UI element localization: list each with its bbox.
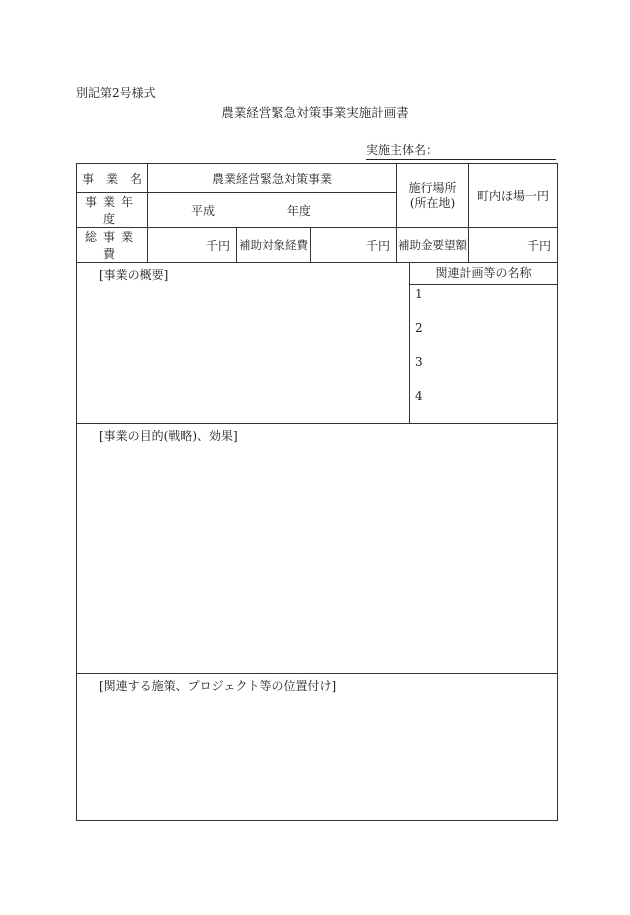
total-cost-value-cell [148, 228, 237, 263]
page-title: 農業経営緊急対策事業実施計画書 [221, 105, 409, 120]
overview-heading: [事業の概要] [99, 268, 169, 282]
year-era: 平成 [191, 203, 216, 218]
implementer-name-label: 実施主体名： [366, 143, 439, 157]
purpose-heading: [事業の目的(戦略)、効果] [99, 429, 238, 443]
location-value: 町内ほ場一円 [477, 189, 550, 203]
related-plan-item: 4 [415, 389, 423, 403]
location-label-line2: (所在地) [409, 195, 456, 210]
subsidy-request-unit: 千円 [527, 238, 552, 253]
location-label-line1: 施行場所 [408, 180, 457, 195]
purpose-section [77, 424, 558, 674]
total-cost-unit: 千円 [205, 238, 230, 253]
related-plan-item: 3 [415, 355, 423, 369]
year-value-cell [148, 193, 397, 228]
location-label-cell [397, 164, 469, 228]
year-label-cell [77, 193, 148, 228]
related-plan-item: 1 [415, 287, 423, 301]
subsidy-request-label-cell [397, 228, 469, 263]
subsidy-cost-label-cell [237, 228, 311, 263]
subsidy-request-value-cell [469, 228, 558, 263]
implementer-name-field [366, 141, 556, 160]
subsidy-request-label: 補助金要望額 [398, 238, 468, 252]
location-value-cell [469, 164, 558, 228]
project-name-label-cell [77, 164, 148, 193]
subsidy-cost-label: 補助対象経費 [239, 238, 308, 252]
total-cost-label: 総事業費 [84, 230, 139, 261]
project-name-label: 事 業 名 [81, 171, 142, 186]
subsidy-cost-value-cell [311, 228, 397, 263]
positioning-heading: [関連する施策、プロジェクト等の位置付け] [99, 679, 337, 693]
overview-section [77, 263, 410, 424]
related-plans-header: 関連計画等の名称 [410, 263, 557, 285]
total-cost-label-cell [77, 228, 148, 263]
subsidy-cost-unit: 千円 [366, 238, 391, 253]
positioning-section [77, 674, 558, 821]
related-plans-section [410, 263, 558, 424]
form-number: 別記第2号様式 [76, 86, 156, 100]
project-name-value: 農業経営緊急対策事業 [212, 171, 333, 186]
year-label: 事業年度 [84, 195, 139, 226]
plan-form-table [76, 163, 558, 821]
related-plan-item: 2 [415, 321, 423, 335]
year-suffix: 年度 [286, 203, 311, 218]
project-name-value-cell [148, 164, 397, 193]
